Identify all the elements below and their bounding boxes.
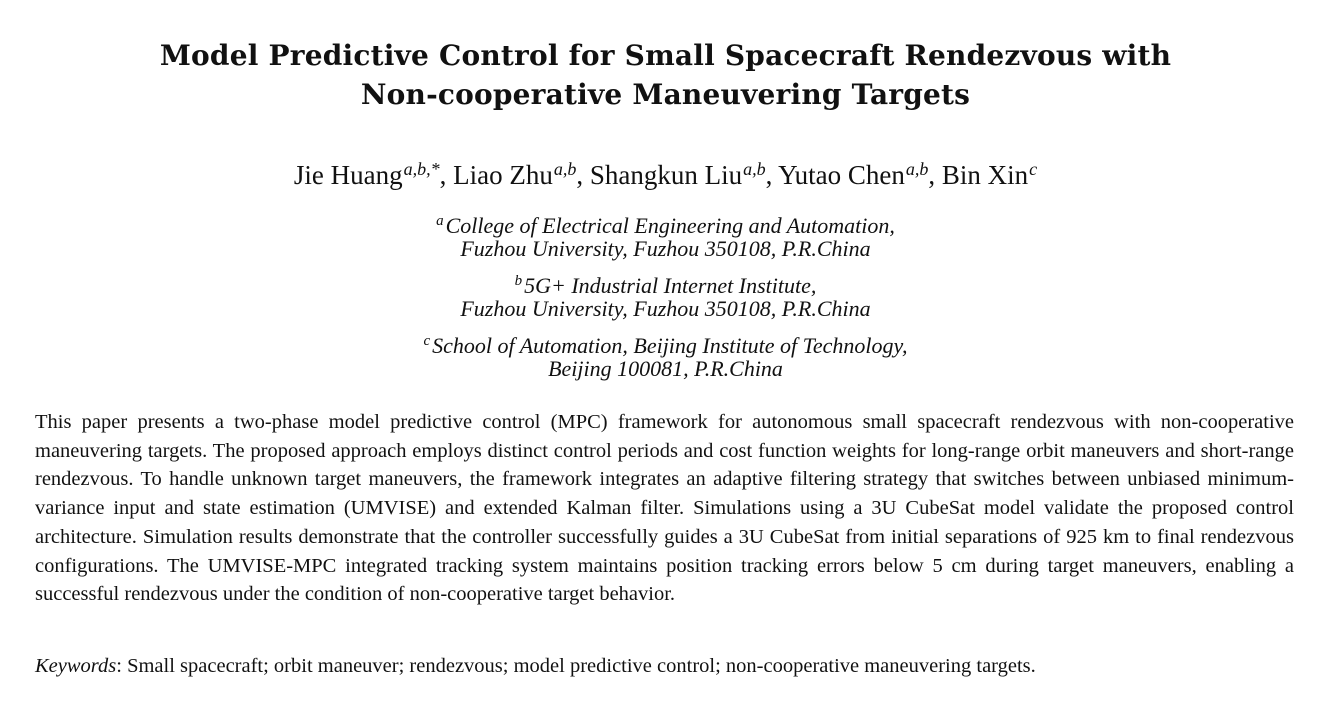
affiliation-line-1: 5G+ Industrial Internet Institute, <box>524 273 817 298</box>
affiliation-line-1: College of Electrical Engineering and Automation, <box>445 213 895 238</box>
author-affiliation-mark: a,b <box>553 159 577 179</box>
abstract-text: This paper presents a two-phase model predictive control (MPC) framework for autonomous small spacecraft rendezvous with non-cooperative maneuvering targets. The proposed approach employs distinct control periods and cost function weights for long-range orbit maneuvers and short-range rendezvous. To handle unknown target maneuvers, the framework integrates an adaptive filtering strategy that switches between unbiased minimum-variance input and state estimation (UMVISE) and extended Kalman filter. Simulations using a 3U CubeSat model validate the proposed control architecture. Simulation results demonstrate that the controller successfully guides a 3U CubeSat from initial separations of 925 km to final rendezvous configurations. The UMVISE-MPC integrated tracking system maintains position tracking errors below 5 cm during target maneuvers, enabling a successful rendezvous under the condition of non-cooperative target behavior. <box>35 411 1294 606</box>
author-separator: , <box>928 160 942 190</box>
author-name: Liao Zhu <box>453 160 553 190</box>
author-list <box>0 158 1331 192</box>
affiliation-mark: a <box>436 213 444 229</box>
affiliation-c <box>0 334 1331 380</box>
author-name: Yutao Chen <box>778 160 905 190</box>
affiliation-line-2: Beijing 100081, P.R.China <box>548 356 783 381</box>
author-name: Shangkun Liu <box>589 160 743 190</box>
title-line-2: Non-cooperative Maneuvering Targets <box>360 78 971 111</box>
title-line-1: Model Predictive Control for Small Spacecraft Rendezvous with <box>159 39 1172 72</box>
author-affiliation-mark: a,b,* <box>403 159 440 179</box>
affiliation-a <box>0 214 1331 260</box>
affiliation-mark: b <box>514 273 523 289</box>
paper-title <box>0 36 1331 114</box>
author-affiliation-mark: a,b <box>905 159 929 179</box>
author-name: Bin Xin <box>941 160 1029 190</box>
affiliation-line-2: Fuzhou University, Fuzhou 350108, P.R.China <box>460 296 871 321</box>
affiliation-line-2: Fuzhou University, Fuzhou 350108, P.R.China <box>460 236 871 261</box>
affiliation-line-1: School of Automation, Beijing Institute of Technology, <box>432 333 908 358</box>
author-separator: , <box>765 160 779 190</box>
keywords-text: Small spacecraft; orbit maneuver; rendezvous; model predictive control; non-cooperative maneuvering targets. <box>127 655 1036 677</box>
keywords-separator: : <box>116 655 128 677</box>
affiliation-b <box>0 274 1331 320</box>
author-separator: , <box>576 160 590 190</box>
author-name: Jie Huang <box>293 160 403 190</box>
author-affiliation-mark: c <box>1029 159 1038 179</box>
keywords-label: Keywords <box>35 655 117 677</box>
keywords-line <box>35 652 1294 680</box>
author-affiliation-mark: a,b <box>743 159 766 179</box>
author-separator: , <box>439 160 454 190</box>
affiliation-mark: c <box>423 333 431 349</box>
